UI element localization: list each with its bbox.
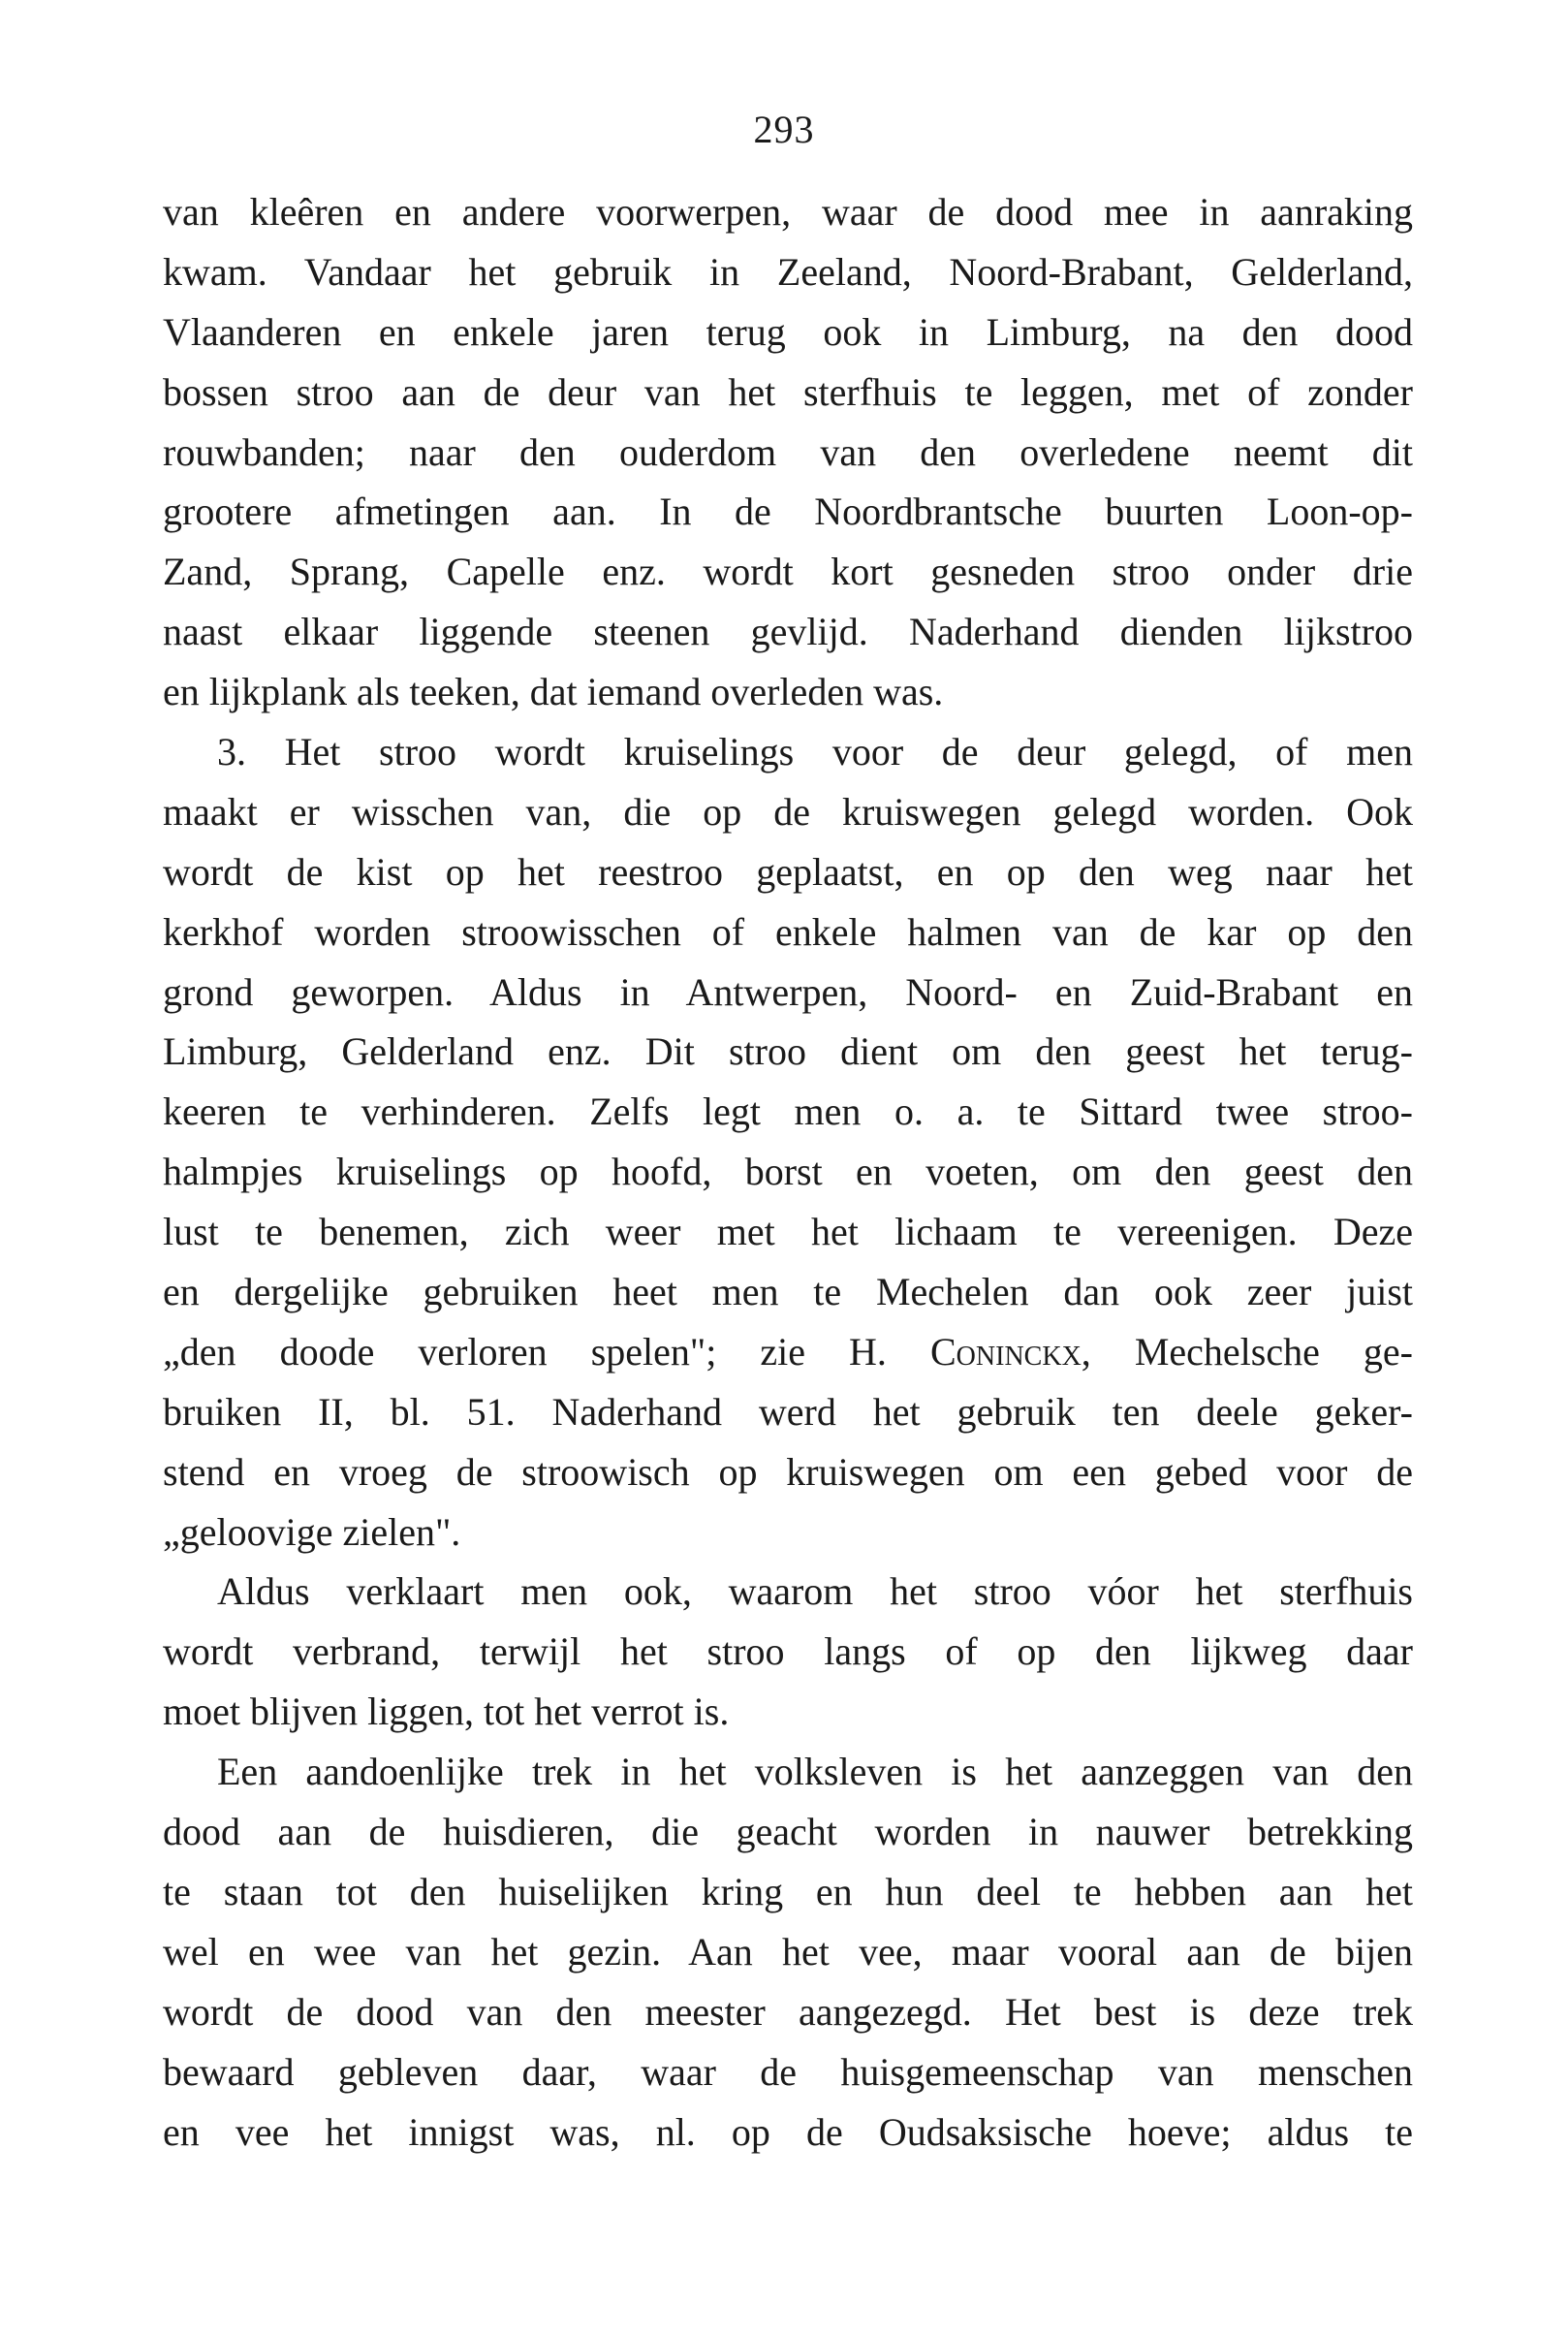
text-line: grootere afmetingen aan. In de Noordbrantsche buurten Loon-op- bbox=[163, 490, 1413, 534]
text-line: stend en vroeg de stroowisch op kruiswegen om een gebed voor de bbox=[163, 1449, 1413, 1494]
text-line: van kleêren en andere voorwerpen, waar de dood mee in aanraking bbox=[163, 190, 1413, 234]
text-line: te staan tot den huiselijken kring en hun deel te hebben aan het bbox=[163, 1869, 1413, 1913]
text-line: en lijkplank als teeken, dat iemand overleden was. bbox=[163, 670, 944, 714]
text-line: kerkhof worden stroowisschen of enkele halmen van de kar op den bbox=[163, 909, 1413, 954]
text-line: kwam. Vandaar het gebruik in Zeeland, Noord-Brabant, Gelderland, bbox=[163, 249, 1413, 294]
text-line: Aldus verklaart men ook, waarom het stroo vóor het sterfhuis bbox=[217, 1569, 1413, 1614]
text-line: Vlaanderen en enkele jaren terug ook in Limburg, na den dood bbox=[163, 309, 1413, 354]
body-text bbox=[163, 182, 1413, 2162]
page-number: 293 bbox=[753, 108, 815, 151]
text-line: maakt er wisschen van, die op de kruiswegen gelegd worden. Ook bbox=[163, 789, 1413, 834]
text-line: rouwbanden; naar den ouderdom van den overledene neemt dit bbox=[163, 429, 1413, 474]
text-line: grond geworpen. Aldus in Antwerpen, Noord- en Zuid-Brabant en bbox=[163, 969, 1413, 1014]
text-line: en vee het innigst was, nl. op de Oudsaksische hoeve; aldus te bbox=[163, 2109, 1413, 2154]
text-line: „geloovige zielen". bbox=[163, 1509, 461, 1554]
author-name: Coninckx bbox=[930, 1329, 1082, 1374]
text-line: bossen stroo aan de deur van het sterfhuis te leggen, met of zonder bbox=[163, 369, 1413, 414]
text-line: en dergelijke gebruiken heet men te Mechelen dan ook zeer juist bbox=[163, 1270, 1413, 1314]
text-line: Een aandoenlijke trek in het volksleven is het aanzeggen van den bbox=[217, 1750, 1413, 1794]
text-line: moet blijven liggen, tot het verrot is. bbox=[163, 1690, 730, 1734]
text-line: wel en wee van het gezin. Aan het vee, maar vooral aan de bijen bbox=[163, 1929, 1413, 1974]
text-line: dood aan de huisdieren, die geacht worden in nauwer betrekking bbox=[163, 1810, 1413, 1854]
text-line: naast elkaar liggende steenen gevlijd. Naderhand dienden lijkstroo bbox=[163, 610, 1413, 654]
text-line: lust te benemen, zich weer met het lichaam te vereenigen. Deze bbox=[163, 1210, 1413, 1254]
text-line: wordt de dood van den meester aangezegd. Het best is deze trek bbox=[163, 1989, 1413, 2034]
text-line: 3. Het stroo wordt kruiselings voor de deur gelegd, of men bbox=[217, 730, 1413, 774]
text-line: Limburg, Gelderland enz. Dit stroo dient om den geest het terug- bbox=[163, 1029, 1413, 1074]
text-line: wordt verbrand, terwijl het stroo langs of op den lijkweg daar bbox=[163, 1629, 1413, 1674]
text-segment: , Mechelsche ge- bbox=[1081, 1329, 1413, 1374]
text-line bbox=[163, 1322, 1413, 1382]
text-line: wordt de kist op het reestroo geplaatst, en op den weg naar het bbox=[163, 849, 1413, 894]
text-line: bewaard gebleven daar, waar de huisgemeenschap van menschen bbox=[163, 2049, 1413, 2094]
text-line: bruiken II, bl. 51. Naderhand werd het gebruik ten deele geker- bbox=[163, 1389, 1413, 1434]
text-line: Zand, Sprang, Capelle enz. wordt kort gesneden stroo onder drie bbox=[163, 550, 1413, 594]
text-line: halmpjes kruiselings op hoofd, borst en voeten, om den geest den bbox=[163, 1150, 1413, 1194]
text-segment: „den doode verloren spelen"; zie H. bbox=[163, 1329, 930, 1374]
text-line: keeren te verhinderen. Zelfs legt men o. a. te Sittard twee stroo- bbox=[163, 1090, 1413, 1134]
